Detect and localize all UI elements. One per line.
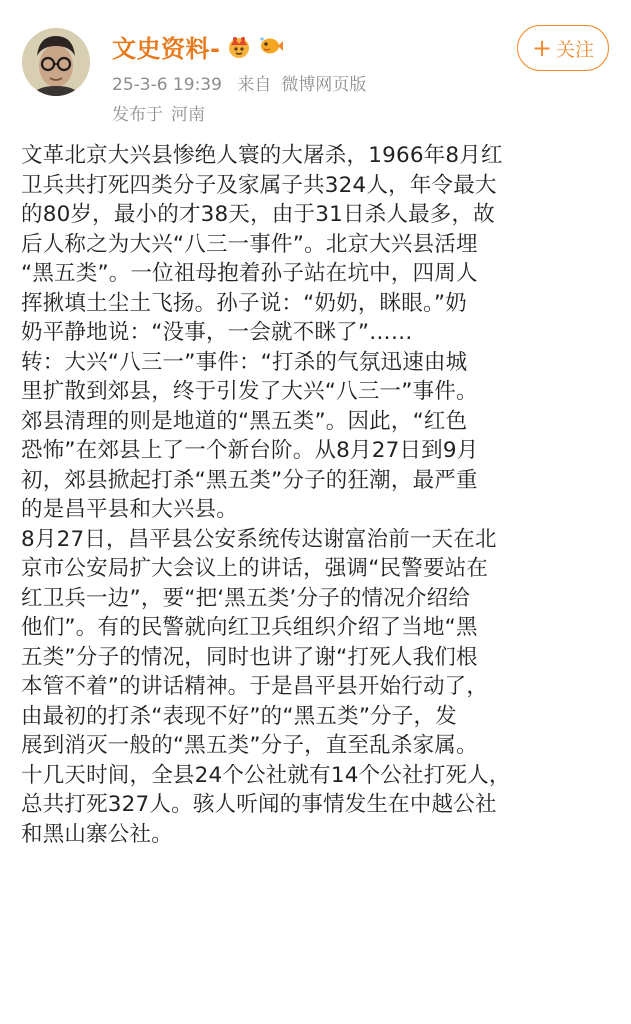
source-prefix: 来自 bbox=[237, 75, 272, 95]
post-text-line: 转：大兴“八三一”事件：“打杀的气氛迅速由城 bbox=[21, 349, 468, 375]
post-text-line: 挥揪填土尘土飞扬。孙子说：“奶奶，眯眼。”奶 bbox=[21, 290, 467, 316]
post-text-line: 后人称之为大兴“八三一事件”。北京大兴县活埋 bbox=[21, 231, 478, 257]
avatar-portrait-icon bbox=[22, 28, 90, 96]
post-text-line: 本管不着”的讲话精神。于是昌平县开始行动了， bbox=[21, 674, 489, 699]
post-text-line: 文革北京大兴县惨绝人寰的大屠杀，1966年8月红 bbox=[21, 143, 503, 168]
author-row bbox=[112, 28, 284, 64]
post-text-line: 展到消灭一般的“黑五类”分子，直至乱杀家属。 bbox=[21, 733, 478, 758]
post-text-line: 红卫兵一边”，要“把‘黑五类’分子的情况介绍给 bbox=[21, 585, 471, 611]
post-text-line: 里扩散到郊县，终于引发了大兴“八三一”事件。 bbox=[21, 379, 478, 404]
plus-icon: + bbox=[531, 34, 553, 62]
post-text-line: 京市公安局扩大会议上的讲话，强调“民警要站在 bbox=[21, 556, 489, 581]
follow-label: 关注 bbox=[556, 38, 595, 61]
post-header bbox=[0, 0, 631, 140]
follow-button[interactable] bbox=[517, 25, 609, 71]
post-text-line: 恐怖”在郊县上了一个新台阶。从8月27日到9月 bbox=[21, 438, 479, 463]
post-text-line: 8月27日，昌平县公安系统传达谢富治前一天在北 bbox=[21, 526, 497, 552]
post-location bbox=[112, 100, 213, 125]
post-text-line: 卫兵共打死四类分子及家属子共324人，年令最大 bbox=[21, 172, 497, 198]
post-text-line: 初，郊县掀起打杀“黑五类”分子的狂潮，最严重 bbox=[21, 467, 478, 493]
avatar[interactable] bbox=[22, 28, 90, 96]
post-meta bbox=[112, 70, 376, 95]
post-source: 微博网页版 bbox=[281, 75, 367, 95]
post-text-line: 郊县清理的则是地道的“黑五类”。因此，“红色 bbox=[21, 408, 468, 434]
location-value: 河南 bbox=[171, 105, 205, 125]
post-text-line: 的是昌平县和大兴县。 bbox=[21, 497, 239, 522]
post-text-line: 由最初的打杀“表现不好”的“黑五类”分子，发 bbox=[21, 703, 457, 729]
location-prefix: 发布于 bbox=[112, 105, 163, 125]
post-text-line: “黑五类”。一位祖母抱着孙子站在坑中，四周人 bbox=[21, 261, 478, 286]
post-body bbox=[21, 141, 617, 849]
post-text-line: 五类”分子的情况，同时也讲了谢“打死人我们根 bbox=[21, 644, 478, 670]
post-text-line: 他们”。有的民警就向红卫兵组织介绍了当地“黑 bbox=[21, 615, 478, 640]
post-text-line: 奶平静地说：“没事，一会就不眯了”…… bbox=[21, 320, 413, 345]
post-text-line: 的80岁，最小的才38天，由于31日杀人最多，故 bbox=[21, 202, 495, 227]
crown-badge-icon bbox=[226, 33, 252, 59]
post-text-line: 总共打死327人。骇人听闻的事情发生在中越公社 bbox=[21, 792, 497, 817]
post-text-line: 和黑山寨公社。 bbox=[21, 821, 173, 847]
post-text-line: 十几天时间，全县24个公社就有14个公社打死人， bbox=[21, 762, 511, 788]
author-name[interactable]: 文史资料- bbox=[112, 34, 221, 63]
fish-badge-icon bbox=[258, 33, 284, 59]
post-timestamp[interactable]: 25-3-6 19:39 bbox=[112, 75, 222, 95]
